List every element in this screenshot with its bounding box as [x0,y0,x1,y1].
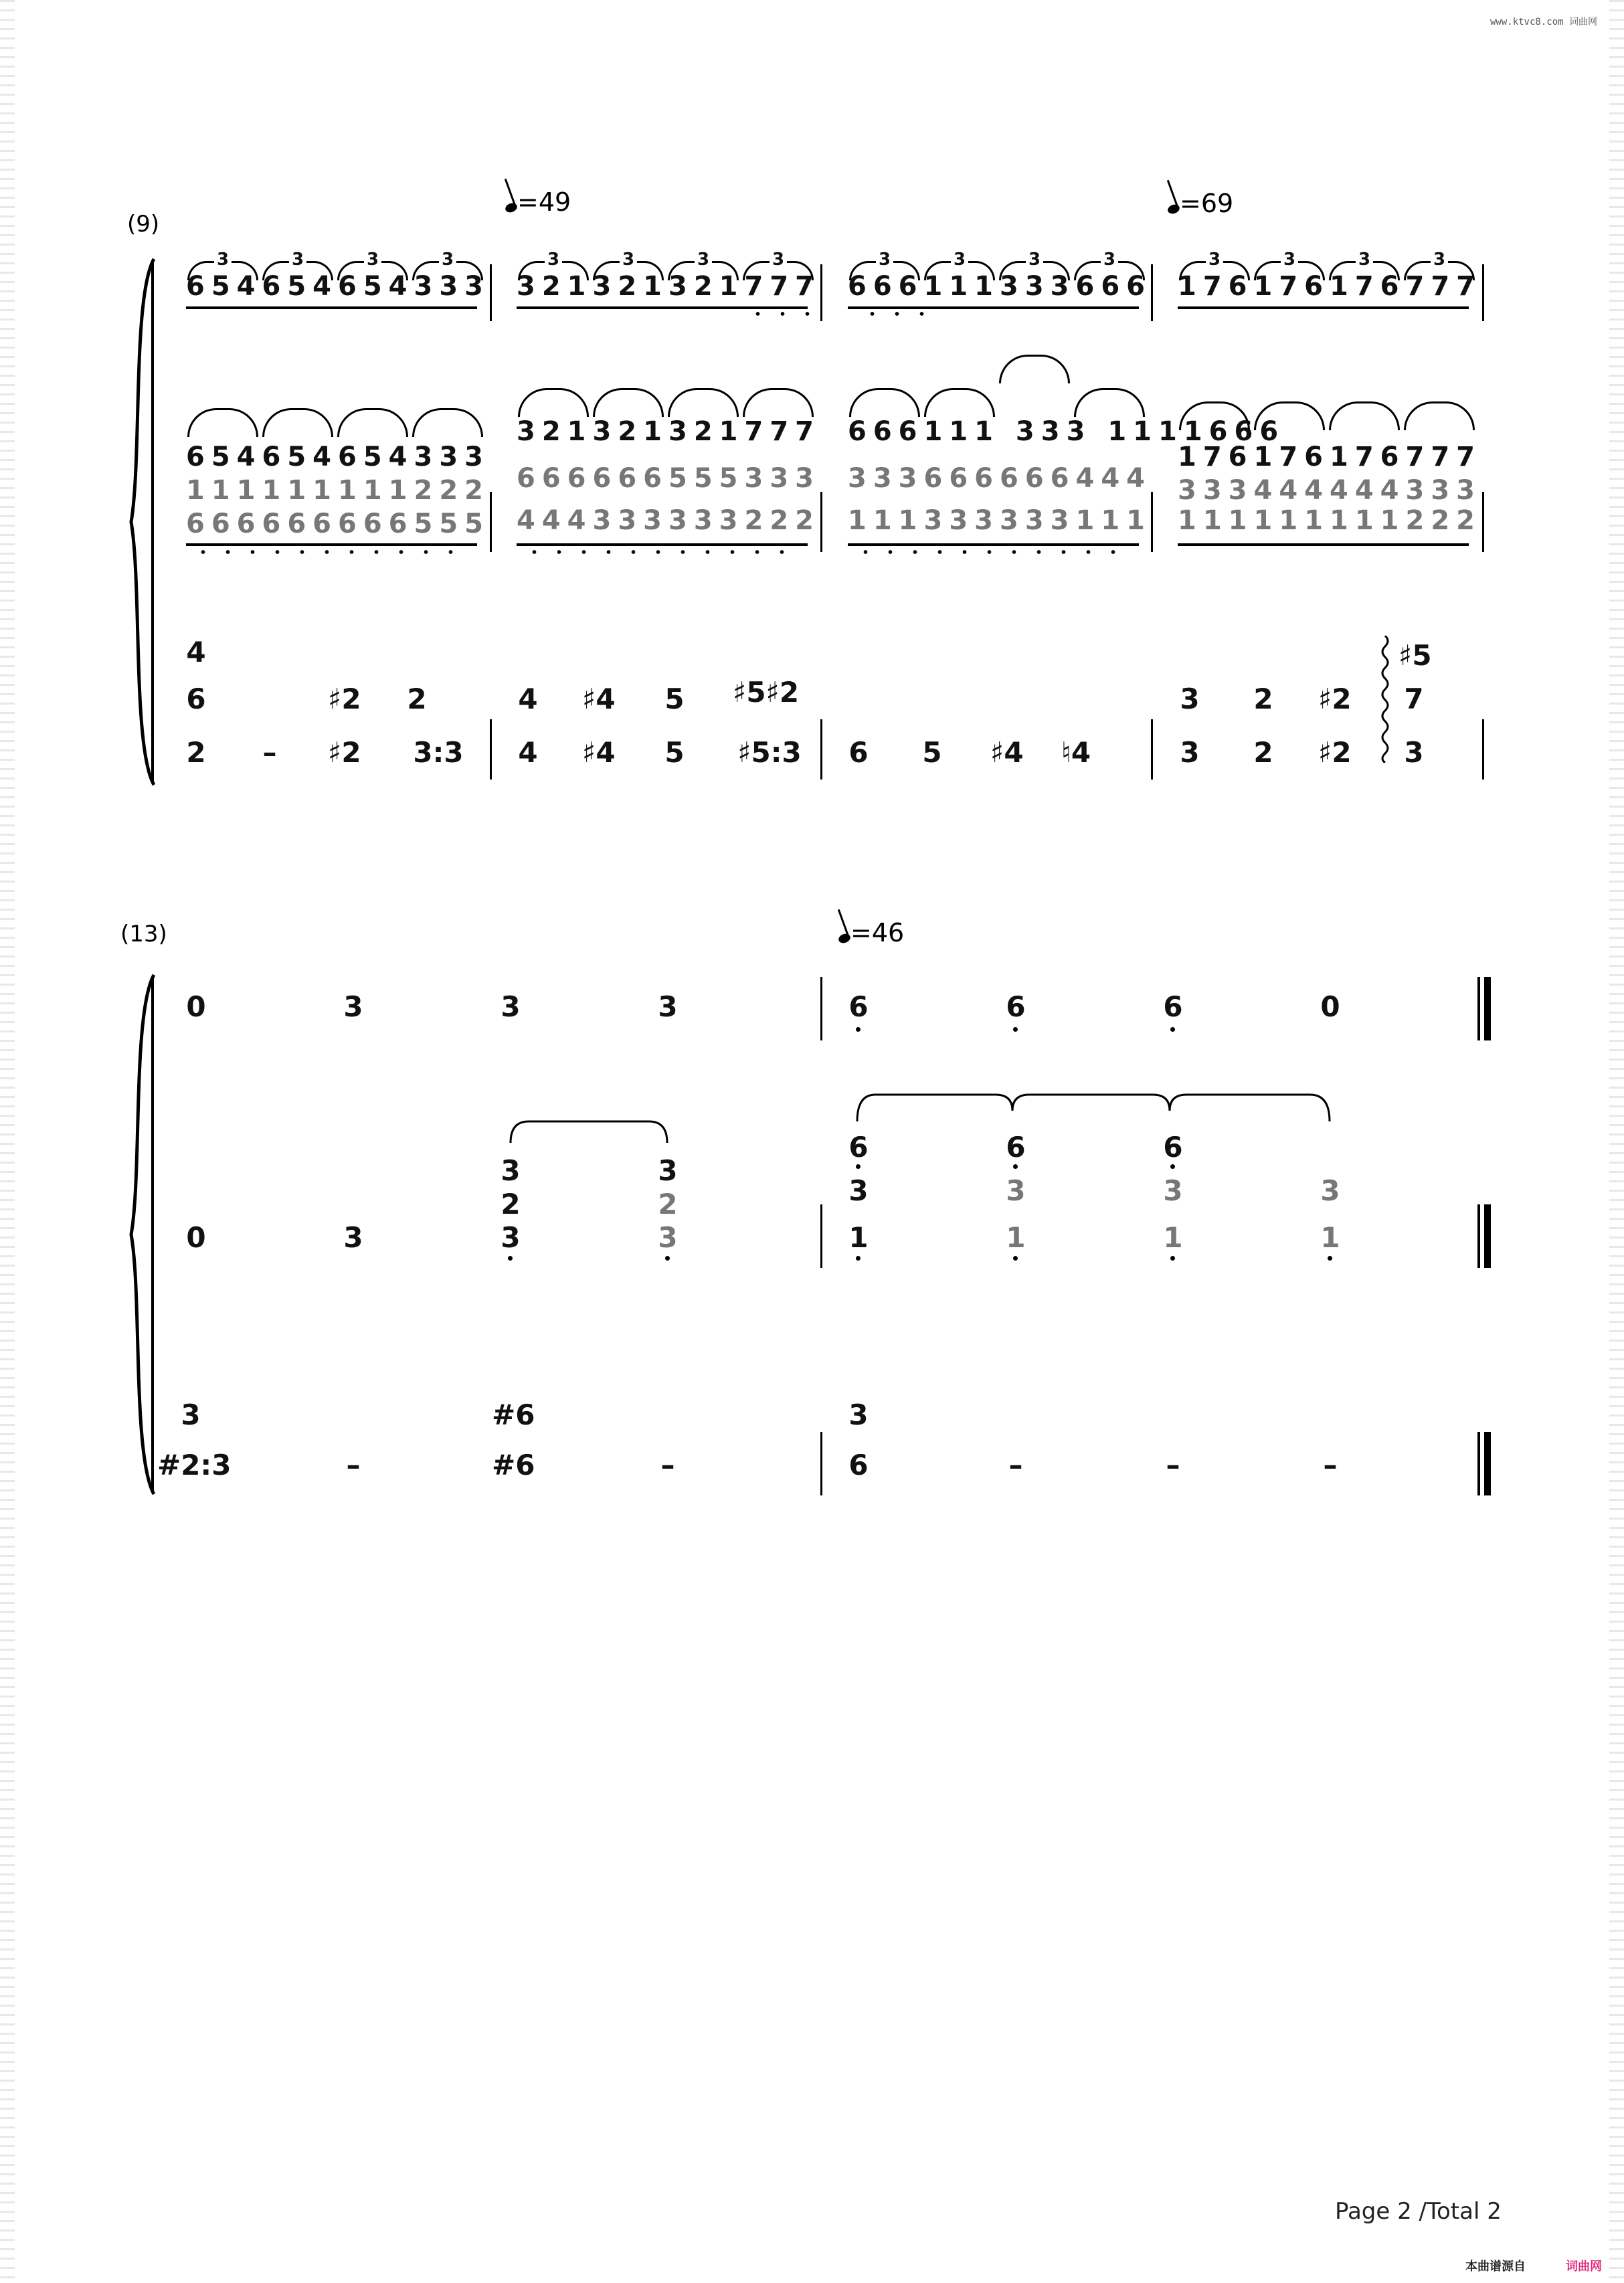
bass-note: 3 [181,1398,201,1431]
mid-note: 3 [343,1221,363,1254]
triplet-bracket [1179,401,1250,430]
bass-note: 3 [848,1398,869,1431]
octave-dot [856,1027,861,1032]
triplet-bracket: 3 [1179,261,1250,280]
upper-note: 0 [186,990,206,1023]
bass-note: ♯4 [990,736,1024,769]
mid-note: 1 [1320,1221,1340,1254]
quarter-note-icon [1166,203,1180,215]
mid-top-12: 176176176777 [1178,442,1481,472]
barline [490,719,492,780]
triplet-bracket: 3 [1254,261,1325,280]
barline [820,977,822,1040]
bass-note: #6 [492,1449,535,1481]
mid-row1-12: 333444444333 [1178,475,1481,506]
triplet-bracket: 3 [999,261,1070,280]
mid-note: 3 [1006,1174,1026,1207]
octave-dot [1013,1256,1018,1261]
octave-dot [1013,1027,1018,1032]
mid-note: 3 [848,1174,869,1207]
mid-row2-10: 444333333222 [517,505,820,536]
barline [820,492,822,552]
upper-note: 6 [1163,990,1183,1023]
measure-number: (9) [127,211,160,238]
tempo-mark: =46 [838,918,904,947]
upper-note: 6 [848,990,869,1023]
final-barline [1477,1204,1491,1268]
octave-dot [1170,1256,1175,1261]
triplet-bracket [849,388,920,417]
bass-note: #2:3 [157,1449,232,1481]
triplet-bracket [668,388,739,417]
barline [1482,264,1484,321]
tempo-mark: =49 [505,187,571,217]
mid-note: 6 [1006,1131,1026,1164]
mid-row1-10: 666666555333 [517,463,820,494]
bass-note: 4 [518,736,538,769]
octave-dots [745,312,819,316]
octave-dot [1013,1164,1018,1169]
triplet-bracket: 3 [743,261,814,280]
bass-note: ♯2 [328,736,361,769]
triplet-bracket: 3 [1404,261,1475,280]
triplet-bracket [1404,401,1475,430]
bass-note: 4 [518,682,538,715]
bass-note: 6 [848,1449,869,1481]
bass-note: ♯4 [582,682,616,715]
octave-dot [856,1164,861,1169]
bass-note: ♮4 [1061,736,1091,769]
beam [517,306,808,309]
triplet-bracket: 3 [593,261,664,280]
triplet-bracket [1329,401,1400,430]
rest-dash: – [660,1449,675,1481]
arpeggio-icon [1380,636,1390,763]
triplet-bracket [924,388,995,417]
bass-note: 5 [922,736,942,769]
mid-note: 2 [501,1188,521,1220]
beam [1178,543,1469,546]
bass-note: #6 [492,1398,535,1431]
mid-note: 1 [1163,1221,1183,1254]
barline [490,492,492,552]
mid-note: 3 [658,1154,678,1187]
barline [820,264,822,321]
octave-dots [191,550,472,554]
mid-note: 6 [848,1131,869,1164]
upper-note: 0 [1320,990,1340,1023]
beam [186,543,477,546]
octave-dot [1170,1164,1175,1169]
triplet-bracket: 3 [1074,261,1145,280]
triplet-bracket [999,355,1070,383]
barline [1482,719,1484,780]
barline [1482,492,1484,552]
upper-note: 3 [658,990,678,1023]
triplet-bracket [337,408,408,437]
bass-note: 5 [664,682,685,715]
rest-dash: – [346,1449,361,1481]
right-margin-decoration [1609,0,1624,2283]
triplet-bracket [1254,401,1325,430]
triplet-bracket: 3 [1329,261,1400,280]
barline [820,1432,822,1495]
rest-dash: – [1008,1449,1023,1481]
bass-note: ♯4 [582,736,616,769]
mid-note: 3 [1320,1174,1340,1207]
bass-note: 4 [186,636,206,668]
bass-note: 3 [1180,736,1200,769]
upper-measure-12: 176176176777 [1178,271,1481,302]
source-label: 本曲谱源自 [1465,2260,1526,2274]
triplet-bracket [518,388,589,417]
mid-row2-9: 111111111222 [186,475,490,506]
octave-dots [860,312,933,316]
bass-note: 3 [1404,736,1424,769]
slur [509,1117,669,1144]
bass-note: 6 [186,682,206,715]
triplet-bracket [187,408,258,437]
mid-row1-11: 333666666444 [848,463,1152,494]
mid-row3-9: 666666666555 [186,509,490,539]
quarter-note-icon [837,932,851,944]
mid-top-11: 666111 333 1111666 [848,416,1285,447]
bass-note: ♯5 [1399,639,1432,672]
triplet-bracket: 3 [337,261,408,280]
triplet-bracket: 3 [518,261,589,280]
mid-note: 2 [658,1188,678,1220]
upper-measure-9: 654654654333 [186,271,490,302]
mid-row2-11: 111333333111 [848,505,1152,536]
beam [848,306,1139,309]
system-line [151,261,154,783]
tempo-mark: =69 [1168,189,1233,218]
mid-note: 1 [848,1221,869,1254]
barline [820,1204,822,1268]
beam [1178,306,1469,309]
bass-note: 2 [407,682,427,715]
bass-note: 6 [848,736,869,769]
mid-note: 3 [1163,1174,1183,1207]
barline [820,719,822,780]
triplet-bracket [412,408,483,437]
bass-note: 5 [664,736,685,769]
beam [186,306,477,309]
mid-row1-9: 654654654333 [186,442,490,472]
octave-dot [665,1256,670,1261]
barline [1151,719,1153,780]
site-watermark: www.ktvc8.com 词曲网 [1490,17,1597,27]
mid-note: 0 [186,1221,206,1254]
rest-dash: – [262,736,277,769]
bass-note: 2 [1253,736,1273,769]
bass-note: ♯5♯2 [733,676,800,709]
triplet-bracket: 3 [412,261,483,280]
octave-dot [856,1256,861,1261]
final-barline [1477,977,1491,1040]
bass-note: 2 [186,736,206,769]
left-margin-decoration [0,0,15,2283]
upper-note: 3 [501,990,521,1023]
octave-dot [508,1256,513,1261]
triplet-bracket: 3 [924,261,995,280]
bass-note: 3:3 [413,736,464,769]
mid-top-10: 321321321777 [517,416,820,447]
page-indicator: Page 2 /Total 2 [1335,2198,1502,2225]
bass-note: ♯2 [328,682,361,715]
bass-note: ♯2 [1318,682,1352,715]
mid-note: 1 [1006,1221,1026,1254]
octave-dots [853,550,1134,554]
triplet-bracket: 3 [849,261,920,280]
measure-number: (13) [120,921,167,947]
upper-measure-11: 666111333666 [848,271,1152,302]
barline [490,264,492,321]
triplet-bracket [593,388,664,417]
octave-dot [1328,1256,1332,1261]
mid-note: 3 [658,1221,678,1254]
octave-dots [522,550,803,554]
mid-note: 6 [1163,1131,1183,1164]
mid-note: 3 [501,1221,521,1254]
triplet-bracket [1074,388,1145,417]
bass-note: 2 [1253,682,1273,715]
brand-logo: 词曲网 [1566,2260,1602,2274]
triplet-bracket: 3 [262,261,333,280]
final-barline [1477,1432,1491,1495]
mid-row2-12: 111111111222 [1178,505,1481,536]
triplet-bracket [743,388,814,417]
upper-note: 3 [343,990,363,1023]
rest-dash: – [1166,1449,1180,1481]
triplet-bracket: 3 [187,261,258,280]
upper-note: 6 [1006,990,1026,1023]
triplet-bracket [262,408,333,437]
bass-note: ♯5:3 [737,736,802,769]
bass-note: 3 [1180,682,1200,715]
quarter-note-icon [504,201,518,213]
bass-note: ♯2 [1318,736,1352,769]
mid-note: 3 [501,1154,521,1187]
upper-measure-10: 321321321777 [517,271,820,302]
triplet-bracket: 3 [668,261,739,280]
system-line [151,977,154,1492]
slur [855,1091,1332,1124]
beam [848,543,1139,546]
rest-dash: – [1323,1449,1338,1481]
beam [517,543,808,546]
octave-dot [1170,1027,1175,1032]
bass-note: 7 [1404,682,1424,715]
